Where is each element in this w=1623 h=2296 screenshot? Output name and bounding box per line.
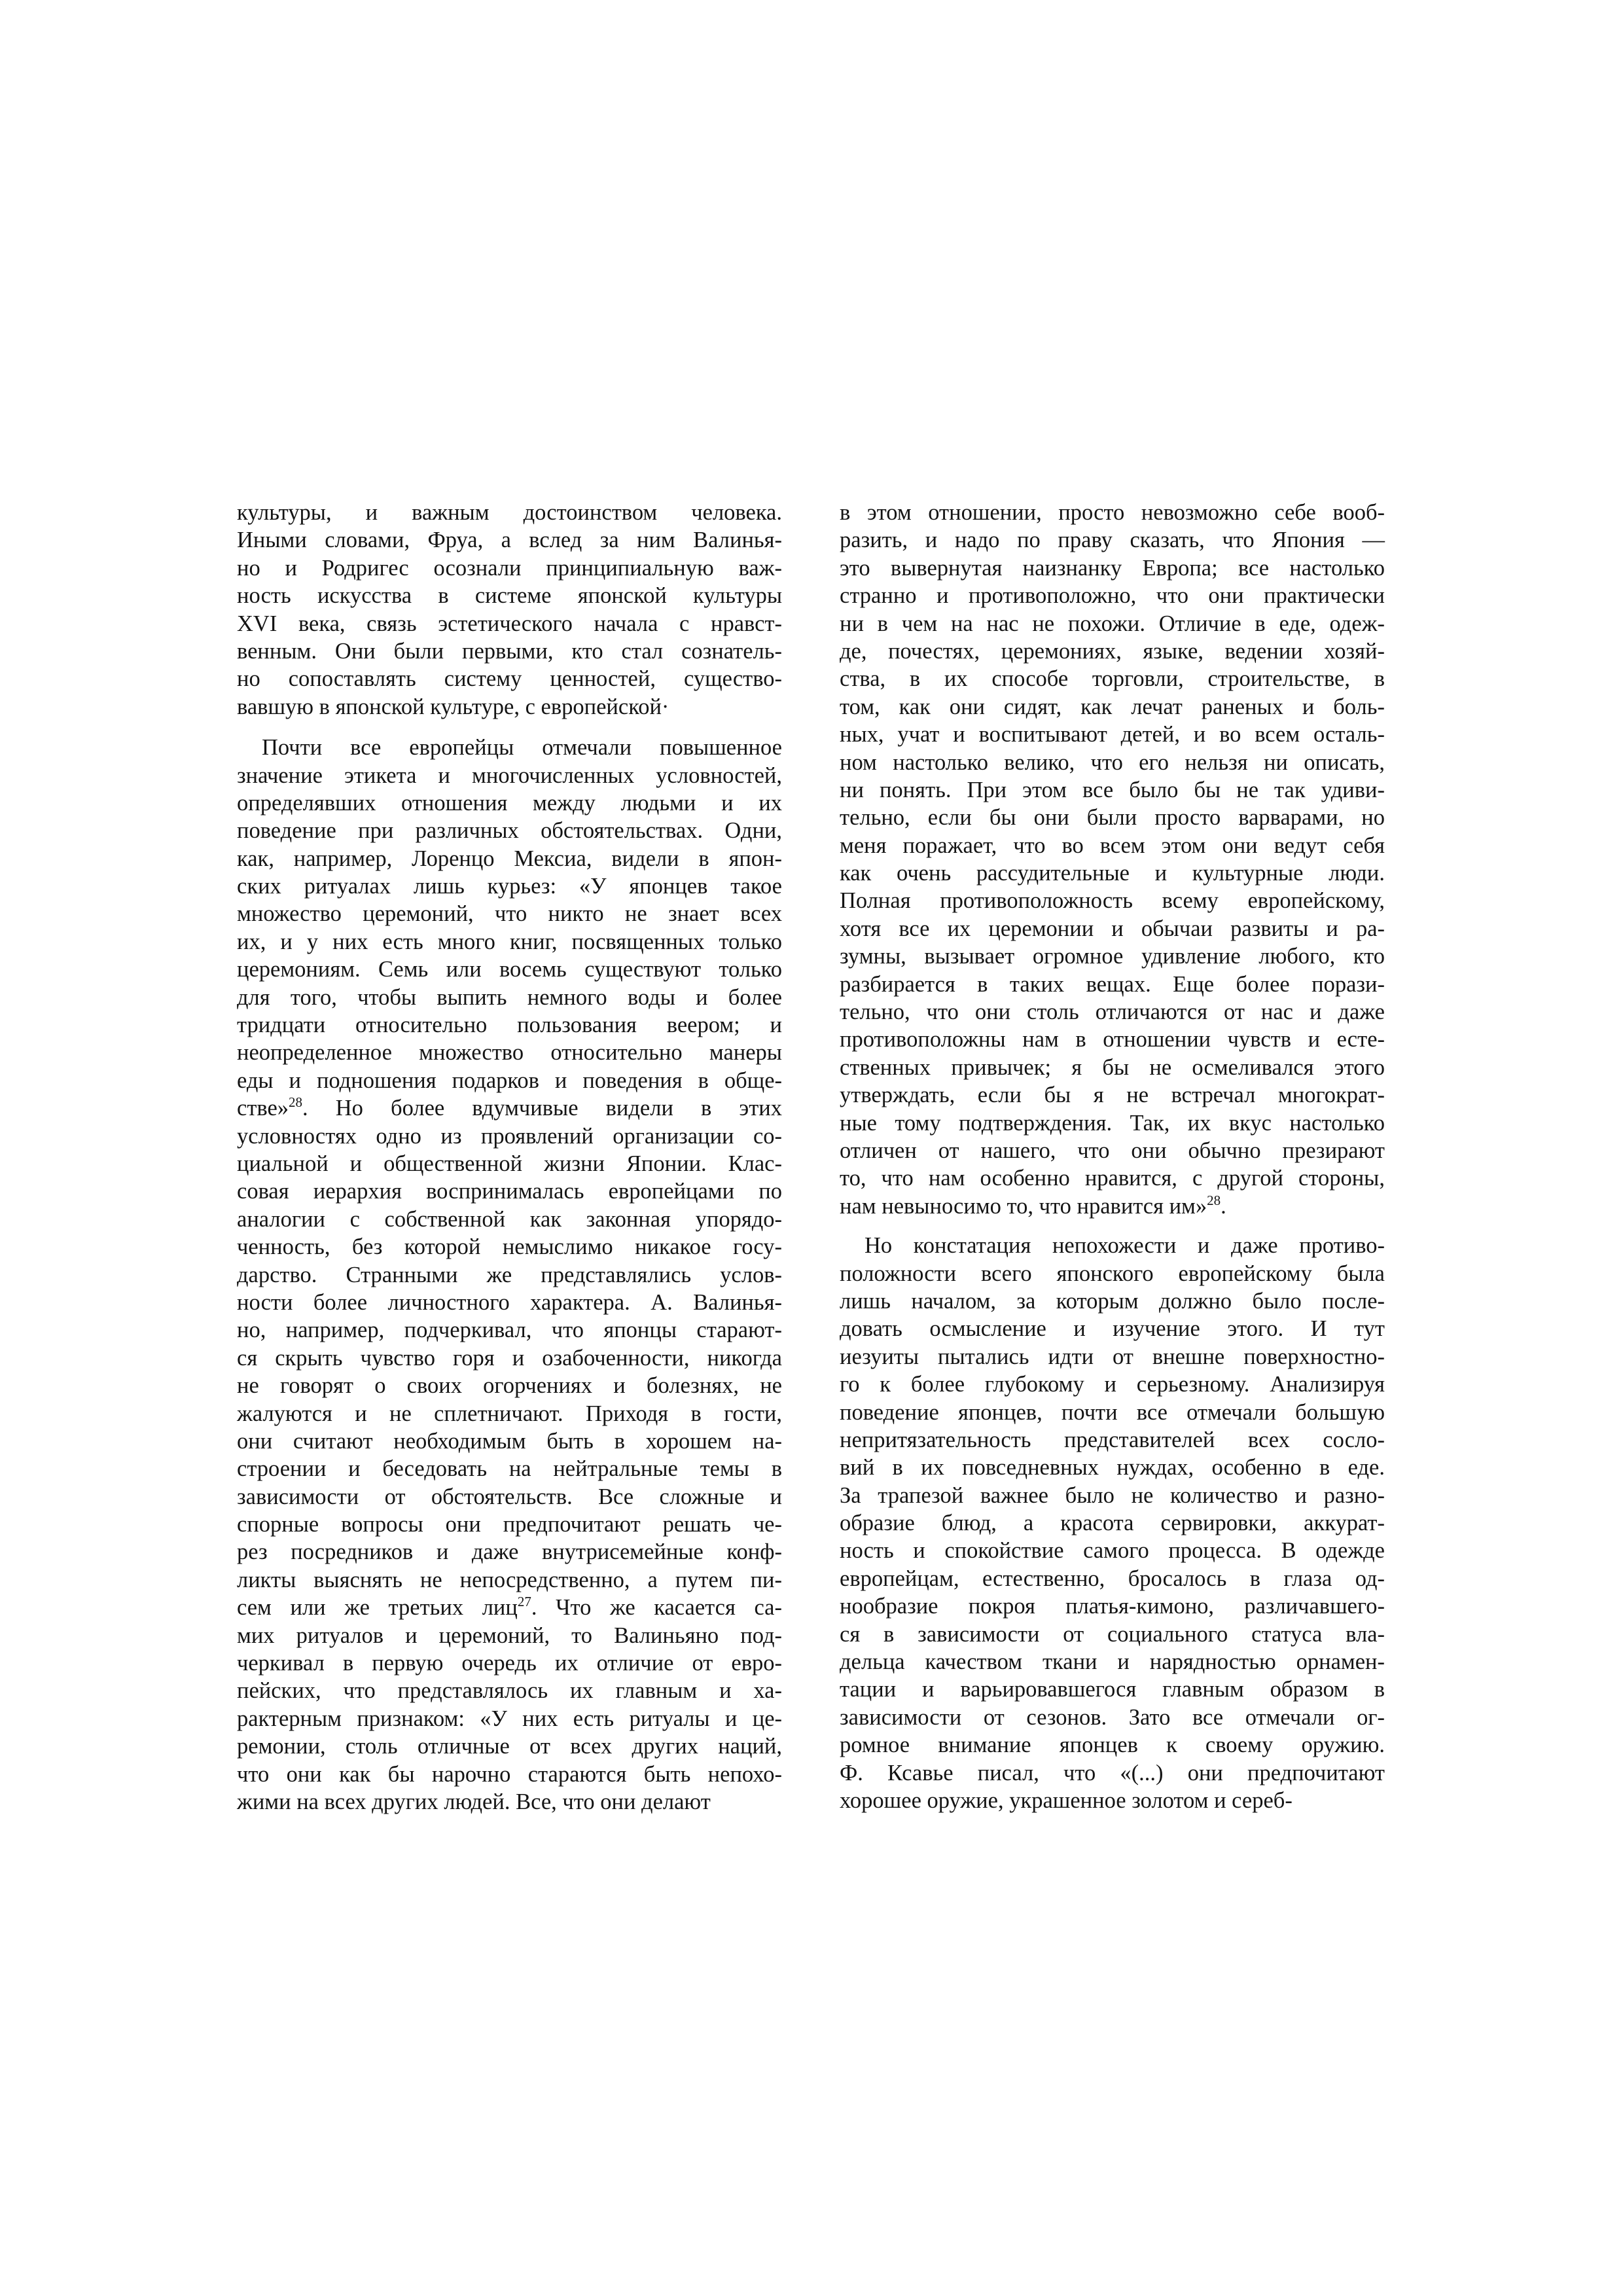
line-text: ства, в их способе торговли, строительстве, в (840, 666, 1385, 692)
line-text: что они как бы нарочно стараются быть непохо- (237, 1761, 782, 1787)
text-line (840, 998, 1385, 1026)
line-text: спорные вопросы они предпочитают решать че- (237, 1512, 782, 1537)
line-text: хорошее оружие, украшенное золотом и сереб- (840, 1787, 1293, 1813)
line-text: нообразие покроя платья-кимоно, различавшего- (840, 1594, 1385, 1619)
text-line (840, 1565, 1385, 1592)
line-text: европейцам, естественно, бросалось в глаза од- (840, 1566, 1385, 1591)
text-line (237, 789, 782, 817)
line-text: поведение при различных обстоятельствах. Одни, (237, 818, 782, 844)
line-text: циальной и общественной жизни Японии. Клас- (237, 1151, 782, 1176)
line-text: поведение японцев, почти все отмечали большую (840, 1399, 1385, 1425)
text-line (237, 928, 782, 956)
line-text: лишь началом, за которым должно было после- (840, 1288, 1385, 1314)
text-line (840, 1343, 1385, 1371)
line-text: го к более глубокому и серьезному. Анализируя (840, 1372, 1385, 1397)
line-text: меня поражает, что во всем этом они ведут себя (840, 833, 1385, 858)
line-text: разить, и надо по праву сказать, что Япония — (840, 528, 1385, 553)
text-line (237, 610, 782, 637)
text-line (840, 776, 1385, 804)
text-line (840, 1731, 1385, 1759)
text-line (237, 1761, 782, 1788)
text-line (237, 1067, 782, 1094)
text-line (840, 1787, 1385, 1814)
text-line (840, 1137, 1385, 1164)
paragraph (840, 499, 1385, 1220)
text-line (237, 1261, 782, 1289)
line-text: XVI века, связь эстетического начала с нравст- (237, 611, 782, 636)
line-text: положности всего японского европейскому была (840, 1261, 1385, 1286)
text-line (840, 721, 1385, 748)
line-text: Иными словами, Фруа, а вслед за ним Валинья- (237, 528, 782, 553)
text-line (840, 1109, 1385, 1137)
left-column (237, 499, 782, 1816)
line-text: рез посредников и даже внутрисемейные конф- (237, 1539, 782, 1565)
line-text: За трапезой важнее было не количество и разно- (840, 1482, 1385, 1508)
line-text: ся скрыть чувство горя и озабоченности, никогда (237, 1345, 782, 1371)
line-text: нам невыносимо то, что нравится им» (840, 1193, 1207, 1219)
line-text: тридцати относительно пользования веером; и (237, 1013, 782, 1038)
text-line (237, 693, 782, 721)
text-line (840, 499, 1385, 526)
line-text: это вывернутая наизнанку Европа; все настолько (840, 555, 1385, 581)
line-text: ность и спокойствие самого процесса. В одежде (840, 1538, 1385, 1564)
text-line (840, 1704, 1385, 1731)
text-line (840, 887, 1385, 914)
text-line (237, 1455, 782, 1482)
text-line (237, 956, 782, 983)
line-text: церемониям. Семь или восемь существуют только (237, 957, 782, 982)
text-line (840, 1759, 1385, 1787)
line-text: мих ритуалов и церемоний, то Валиньяно под- (237, 1623, 782, 1648)
text-line (840, 832, 1385, 859)
line-text: иезуиты пытались идти от внешне поверхностно- (840, 1344, 1385, 1369)
text-line (840, 1260, 1385, 1287)
text-line (237, 1788, 782, 1816)
line-text: рактерным признаком: «У них есть ритуалы и це- (237, 1706, 782, 1731)
line-text: еды и подношения подарков и поведения в обще- (237, 1067, 782, 1093)
text-line (840, 749, 1385, 776)
text-line (840, 1054, 1385, 1081)
text-line (237, 1732, 782, 1760)
line-text: ни в чем на нас не похожи. Отличие в еде, одеж- (840, 611, 1385, 636)
line-text: де, почестях, церемониях, языке, ведении хозяй- (840, 638, 1385, 664)
line-text: том, как они сидят, как лечат раненых и боль- (840, 694, 1385, 719)
line-text: Но констатация непохожести и даже противо- (865, 1233, 1385, 1259)
line-text: утверждать, если бы я не встречал многократ- (840, 1083, 1385, 1108)
text-line (840, 971, 1385, 998)
line-text: ственных привычек; я бы не осмеливался этого (840, 1054, 1385, 1080)
text-line (840, 1426, 1385, 1454)
text-line (840, 804, 1385, 831)
text-line (840, 693, 1385, 721)
line-text: их, и у них есть много книг, посвященных только (237, 929, 782, 954)
line-text: тельно, если бы они были просто варварами, но (840, 805, 1385, 831)
line-text: ся в зависимости от социального статуса вла- (840, 1621, 1385, 1647)
line-text: совая иерархия воспринималась европейцами по (237, 1179, 782, 1204)
line-text-tail: . (1221, 1193, 1226, 1219)
text-line (840, 1537, 1385, 1564)
text-line (840, 1399, 1385, 1426)
text-line (840, 1454, 1385, 1481)
line-text: ни понять. При этом все было бы не так удиви- (840, 777, 1385, 802)
text-line (840, 1164, 1385, 1192)
text-line (237, 665, 782, 692)
text-line (237, 1427, 782, 1455)
text-line (840, 1592, 1385, 1620)
paragraph-gap (237, 721, 782, 734)
paragraph (840, 1232, 1385, 1814)
text-line (840, 665, 1385, 692)
text-line (840, 1482, 1385, 1509)
text-line (237, 1705, 782, 1732)
line-text-tail: . Что же касается са- (531, 1595, 782, 1621)
text-line (840, 1232, 1385, 1259)
line-text: значение этикета и многочисленных условностей, (237, 762, 782, 788)
line-text: но и Родригес осознали принципиальную важ- (237, 555, 782, 581)
line-text: в этом отношении, просто невозможно себе вооб- (840, 500, 1385, 525)
line-text: разбирается в таких вещах. Еще более порази- (840, 971, 1385, 997)
line-text: тации и варьировавшегося главным образом в (840, 1677, 1385, 1702)
text-line (840, 859, 1385, 887)
line-text: вий в их повседневных нуждах, особенно в еде. (840, 1455, 1385, 1480)
line-text: неопределенное множество относительно манеры (237, 1040, 782, 1066)
text-line (237, 1316, 782, 1344)
text-line (840, 526, 1385, 554)
line-text: как очень рассудительные и культурные люди. (840, 861, 1385, 886)
text-line (237, 1094, 782, 1122)
text-line (237, 1122, 782, 1150)
line-text: образие блюд, а красота сервировки, аккурат- (840, 1511, 1385, 1536)
text-line (237, 1649, 782, 1677)
line-text: жими на всех других людей. Все, что они делают (237, 1789, 711, 1814)
line-text: они считают необходимым быть в хорошем на- (237, 1428, 782, 1454)
line-text: то, что нам особенно нравится, с другой стороны, (840, 1166, 1385, 1191)
line-text: аналогии с собственной как законная упорядо- (237, 1206, 782, 1232)
line-text: ликты выяснять не непосредственно, а путем пи- (237, 1567, 782, 1592)
text-line (237, 1483, 782, 1511)
line-text: пейских, что представлялось их главным и ха- (237, 1678, 782, 1704)
text-line (237, 1011, 782, 1039)
text-line (237, 984, 782, 1011)
text-line (237, 734, 782, 761)
line-text: странно и противоположно, что они практически (840, 583, 1385, 609)
right-column (840, 499, 1385, 1814)
text-line (237, 1566, 782, 1594)
line-text: ные тому подтверждения. Так, их вкус настолько (840, 1110, 1385, 1136)
line-text: дельца качеством ткани и нарядностью орнамен- (840, 1649, 1385, 1675)
text-line (840, 1371, 1385, 1398)
line-text: зумны, вызывает огромное удивление любого, кто (840, 944, 1385, 969)
line-text: зависимости от сезонов. Зато все отмечали ог- (840, 1704, 1385, 1730)
line-text: культуры, и важным достоинством человека. (237, 500, 782, 525)
line-text: условностях одно из проявлений организации со- (237, 1123, 782, 1149)
text-line (237, 1538, 782, 1566)
text-line (840, 637, 1385, 665)
text-line (840, 1648, 1385, 1676)
text-line (237, 762, 782, 789)
text-line (237, 817, 782, 844)
line-text: тельно, что они столь отличаются от нас и даже (840, 999, 1385, 1025)
text-line (237, 1372, 782, 1399)
line-text: ном настолько велико, что его нельзя ни описать, (840, 749, 1385, 775)
footnote-ref: 27 (517, 1594, 531, 1610)
text-line (840, 1193, 1385, 1220)
text-line (237, 1150, 782, 1177)
footnote-ref: 28 (289, 1094, 303, 1111)
text-line (237, 1677, 782, 1704)
text-line (237, 1400, 782, 1427)
line-text: ромное внимание японцев к своему оружию. (840, 1732, 1385, 1758)
text-line (840, 915, 1385, 942)
text-line (237, 1177, 782, 1205)
text-line (840, 582, 1385, 609)
line-text: ских ритуалах лишь курьез: «У японцев такое (237, 874, 782, 899)
text-line (237, 499, 782, 526)
paragraph-gap (840, 1220, 1385, 1232)
line-text: сем или же третьих лиц (237, 1595, 518, 1621)
line-text: Полная противоположность всему европейскому, (840, 888, 1385, 914)
line-text: отличен от нашего, что они обычно презирают (840, 1138, 1385, 1163)
text-line (237, 1344, 782, 1372)
line-text: ности более личностного характера. А. Валинья- (237, 1289, 782, 1315)
text-line (237, 526, 782, 554)
line-text: ность искусства в системе японской культуры (237, 583, 782, 609)
text-line (237, 1511, 782, 1538)
line-text: множество церемоний, что никто не знает всех (237, 901, 782, 927)
line-text: вавшую в японской культуре, с европейской· (237, 694, 669, 719)
line-text: для того, чтобы выпить немного воды и более (237, 984, 782, 1010)
text-line (237, 1594, 782, 1621)
text-line (237, 1622, 782, 1649)
text-line (237, 637, 782, 665)
line-text: жалуются и не сплетничают. Приходя в гости, (237, 1401, 782, 1426)
line-text-tail: . Но более вдумчивые видели в этих (302, 1096, 782, 1121)
text-line (237, 554, 782, 582)
text-line (840, 942, 1385, 970)
line-text: черкивал в первую очередь их отличие от евро- (237, 1651, 782, 1676)
paragraph (237, 499, 782, 721)
line-text: не говорят о своих огорчениях и болезнях, не (237, 1373, 782, 1399)
text-line (237, 872, 782, 900)
line-text: венным. Они были первыми, кто стал сознатель- (237, 638, 782, 664)
line-text: ченность, без которой немыслимо никакое госу- (237, 1234, 782, 1260)
text-line (840, 1676, 1385, 1703)
line-text: стве» (237, 1096, 289, 1121)
text-line (840, 1509, 1385, 1537)
line-text: но сопоставлять систему ценностей, существо- (237, 666, 782, 692)
line-text: строении и беседовать на нейтральные темы в (237, 1456, 782, 1482)
footnote-ref: 28 (1207, 1192, 1221, 1208)
text-line (840, 1621, 1385, 1648)
line-text: зависимости от обстоятельств. Все сложные и (237, 1484, 782, 1509)
line-text: Почти все европейцы отмечали повышенное (262, 735, 782, 761)
text-line (840, 1315, 1385, 1342)
text-line (237, 1039, 782, 1066)
text-line (237, 1289, 782, 1316)
line-text: непритязательность представителей всех сосло- (840, 1427, 1385, 1452)
text-line (840, 554, 1385, 582)
line-text: ремонии, столь отличные от всех других наций, (237, 1734, 782, 1759)
line-text: ных, учат и воспитывают детей, и во всем осталь- (840, 722, 1385, 747)
text-line (237, 1206, 782, 1233)
line-text: но, например, подчеркивал, что японцы старают- (237, 1318, 782, 1343)
line-text: как, например, Лоренцо Мексиа, видели в япон- (237, 846, 782, 871)
line-text: хотя все их церемонии и обычаи развиты и ра- (840, 916, 1385, 941)
text-line (840, 610, 1385, 637)
line-text: определявших отношения между людьми и их (237, 790, 782, 816)
text-line (237, 900, 782, 927)
text-line (840, 1081, 1385, 1109)
text-line (840, 1026, 1385, 1053)
line-text: довать осмысление и изучение этого. И тут (840, 1316, 1385, 1342)
line-text: дарство. Странными же представлялись услов- (237, 1262, 782, 1287)
text-line (840, 1287, 1385, 1315)
paragraph (237, 734, 782, 1816)
text-line (237, 845, 782, 872)
text-line (237, 1233, 782, 1261)
text-line (237, 582, 782, 609)
line-text: противоположны нам в отношении чувств и есте- (840, 1027, 1385, 1052)
line-text: Ф. Ксавье писал, что «(...) они предпочитают (840, 1760, 1385, 1785)
